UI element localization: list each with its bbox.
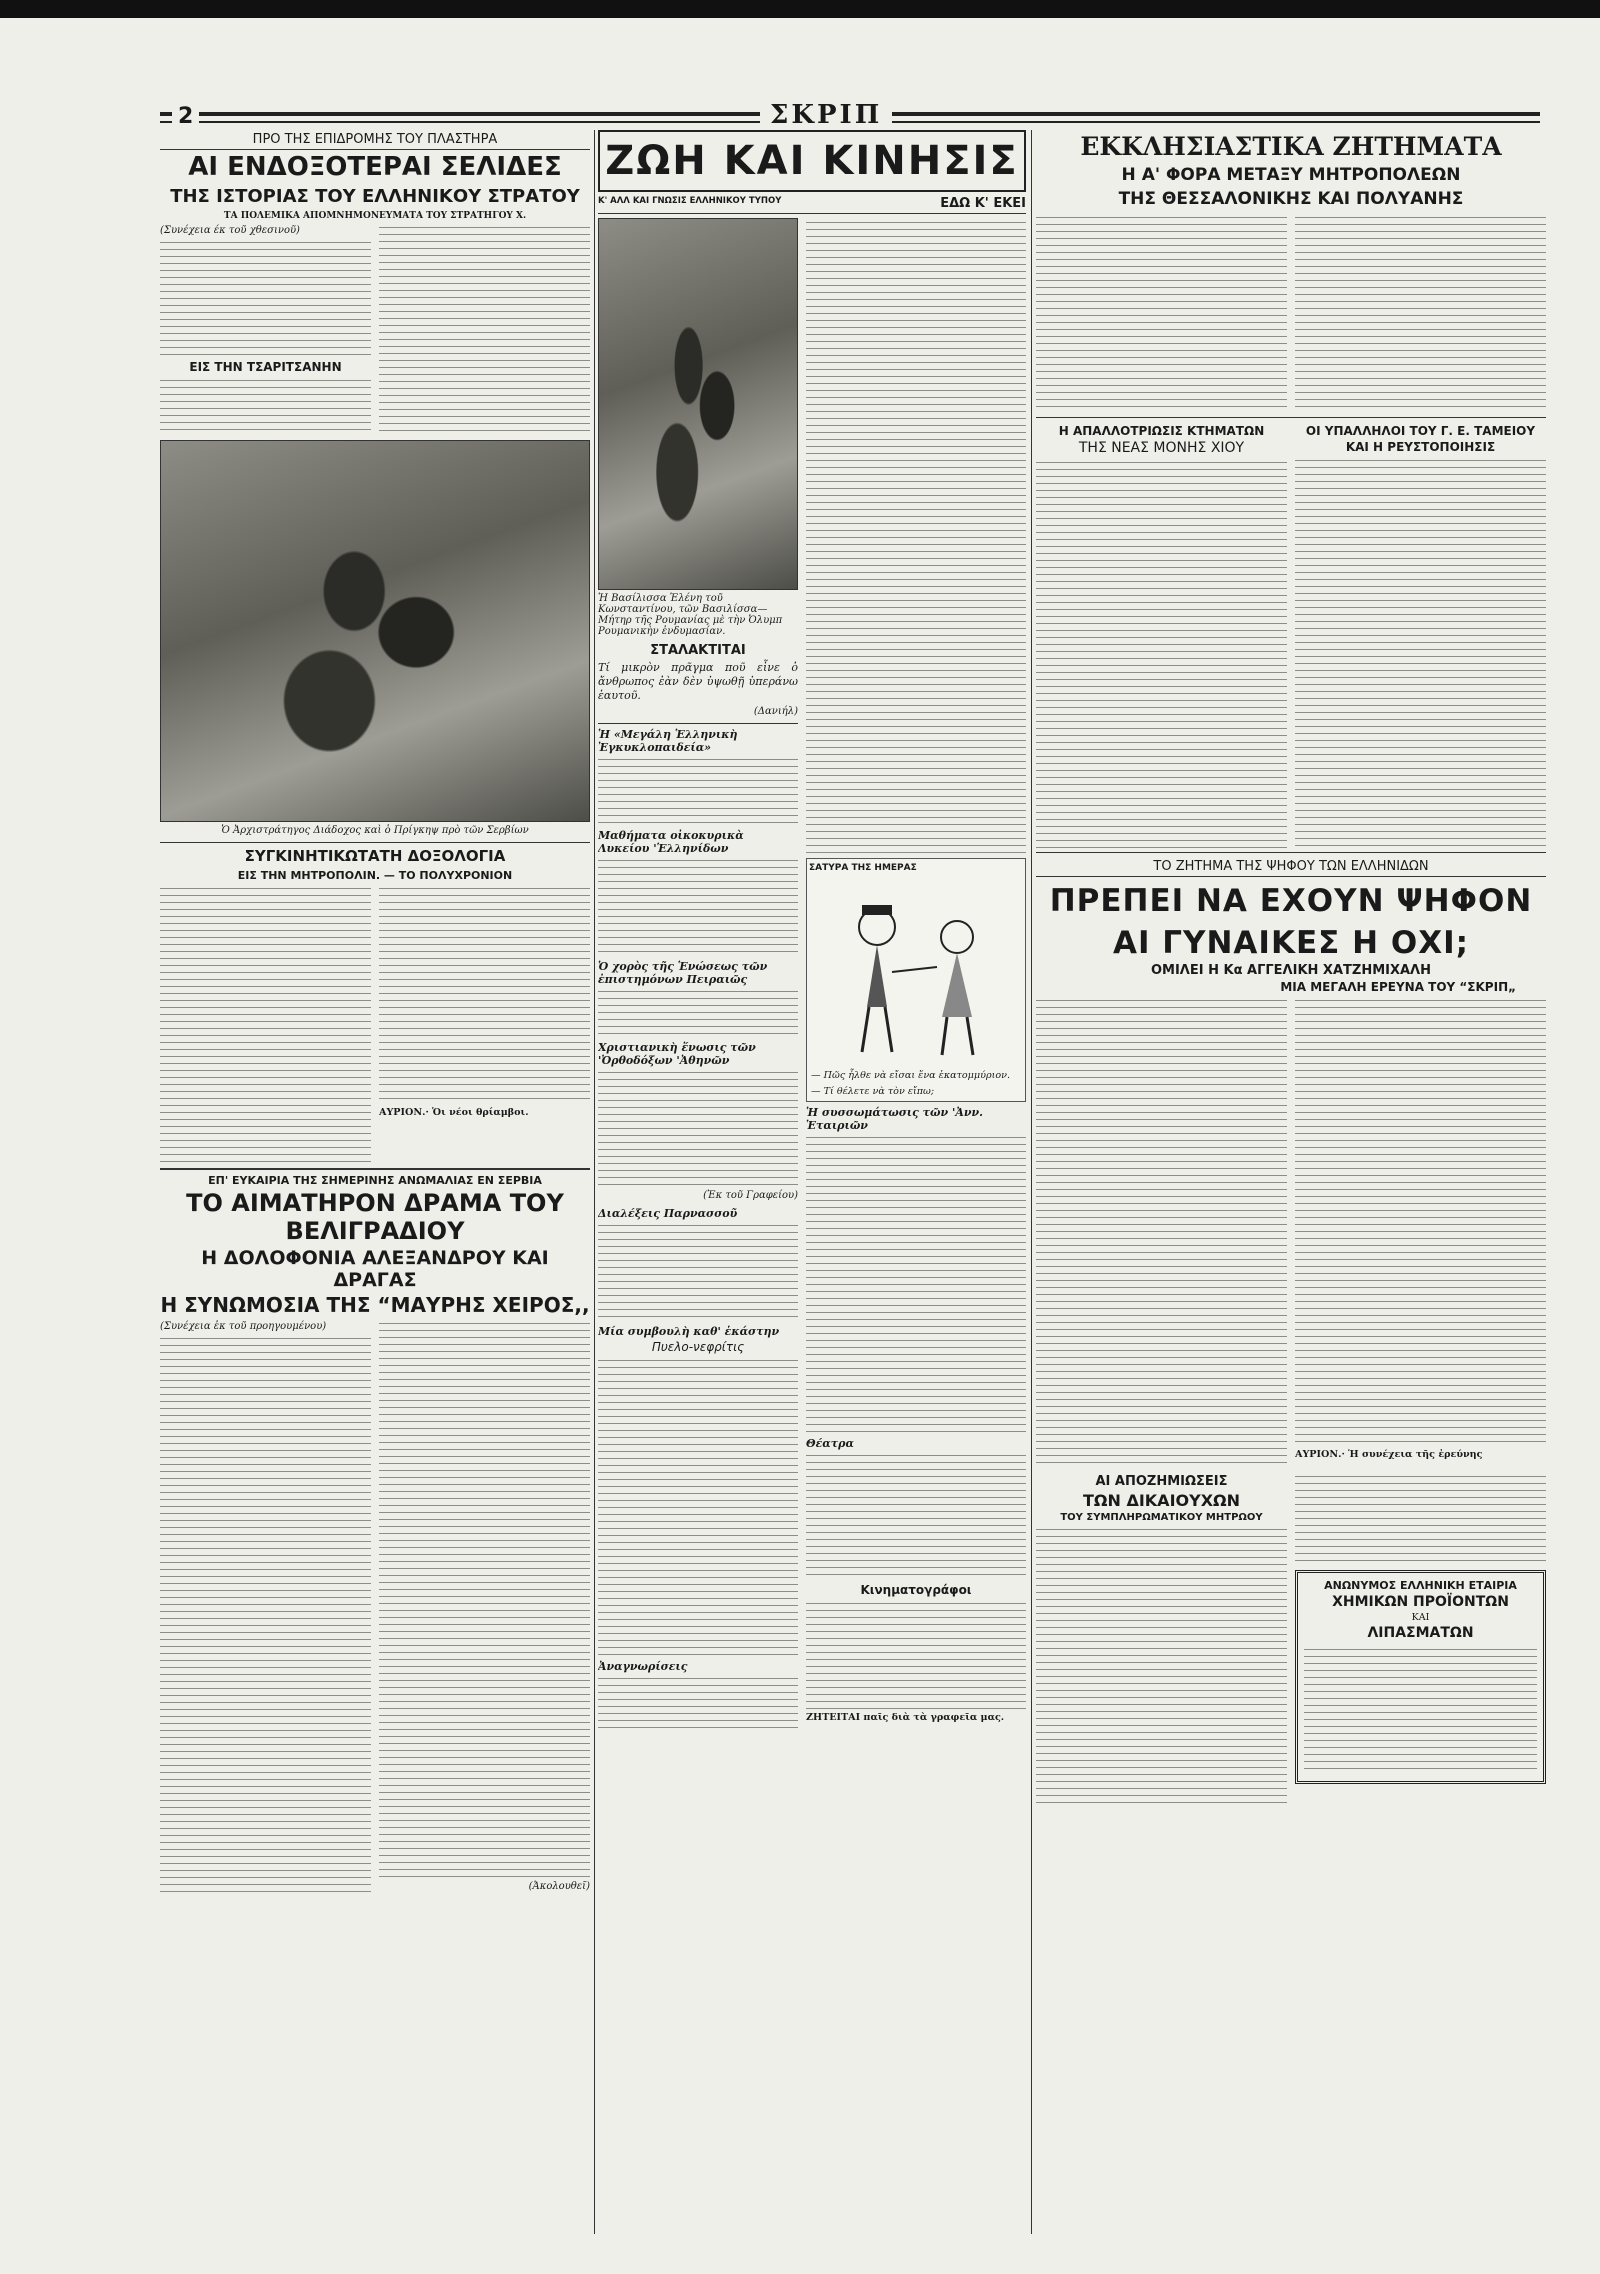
article-body-text xyxy=(1036,996,1287,1466)
section-heading: ΕΙΣ ΤΗΝ ΤΣΑΡΙΤΣΑΝΗΝ xyxy=(189,360,342,374)
divider xyxy=(160,842,590,843)
advertisement xyxy=(1295,1570,1546,1784)
continuation-note: (Συνέχεια έκ τοῦ χθεσινοῦ) xyxy=(160,225,300,236)
article-title-line3: Η ΣΥΝΩΜΟΣΙΑ ΤΗΣ “ΜΑΥΡΗΣ ΧΕΙΡΟΣ,, xyxy=(160,1293,590,1317)
cartoon-drawing xyxy=(807,877,1021,1067)
cartoon-caption: — Πῶς ἦλθε νὰ εἴσαι ἕνα ἑκατομμύριον. xyxy=(811,1070,1011,1081)
article-kicker: ΕΠ' ΕΥΚΑΙΡΙΑ ΤΗΣ ΣΗΜΕΡΙΝΗΣ ΑΝΩΜΑΛΙΑΣ ΕΝ ΣΕΡΒΙΑ xyxy=(208,1174,542,1187)
column-rule xyxy=(1031,130,1032,2234)
page-number: 2 xyxy=(172,104,199,129)
newspaper-name: ΣΚΡΙΠ xyxy=(760,100,892,130)
article-body-text xyxy=(160,884,371,1164)
article-body-text xyxy=(598,987,798,1037)
section-heading: Θέατρα xyxy=(806,1437,854,1451)
article-body-text xyxy=(806,218,1026,858)
portrait-photo xyxy=(598,218,798,590)
divider xyxy=(1036,417,1546,418)
article-body-text xyxy=(598,755,798,825)
article-title-line2: ΤΩΝ ΔΙΚΑΙΟΥΧΩΝ xyxy=(1082,1491,1241,1510)
section-heading: Διαλέξεις Παρνασσοῦ xyxy=(598,1207,738,1220)
article-subtitle: ΜΙΑ ΜΕΓΑΛΗ ΕΡΕΥΝΑ ΤΟΥ “ΣΚΡΙΠ„ xyxy=(1280,980,1516,994)
section-heading: Χριστιανικὴ ἕνωσις τῶν 'Ὀρθοδόξων 'Ἀθηνῶν xyxy=(598,1041,756,1067)
section-subtitle: ΕΔΩ Κ' ΕΚΕΙ xyxy=(940,196,1026,211)
article-subtitle: ΕΙΣ ΤΗΝ ΜΗΤΡΟΠΟΛΙΝ. — ΤΟ ΠΟΛΥΧΡΟΝΙΟΝ xyxy=(237,869,513,882)
ad-product: ΧΗΜΙΚΩΝ ΠΡΟΪΟΝΤΩΝ xyxy=(1332,1594,1509,1610)
section-heading: Μαθήματα οἰκοκυρικὰ Λυκείου 'Ἑλληνίδων xyxy=(598,829,744,855)
scan-top-border xyxy=(0,0,1600,18)
article-body-text xyxy=(598,856,798,956)
article-title: ΠΡΕΠΕΙ ΝΑ ΕΧΟΥΝ ΨΗΦΟΝ xyxy=(1049,883,1533,919)
article-body-text xyxy=(160,376,371,436)
article-body-text xyxy=(1295,996,1546,1446)
classified-ad: ΖΗΤΕΙΤΑΙ παῖς διὰ τὰ γραφεῖα μας. xyxy=(806,1712,1005,1724)
article-body-text xyxy=(598,1221,798,1321)
cartoon xyxy=(806,858,1026,1102)
photo-caption: Ἡ Βασίλισσα Ἑλένη τοῦ Κωνσταντίνου, τῶν Βασιλίσσα—Μήτηρ τῆς Ρουμανίας μὲ τὴν Ὀλυμπ Ρουμανικὴν ἐνδυμασίαν. xyxy=(598,593,783,637)
article-body-text xyxy=(598,1356,798,1656)
article-sign: (Ἀκολουθεῖ) xyxy=(528,1881,590,1892)
article-title: ΑΙ ΑΠΟΖΗΜΙΩΣΕΙΣ xyxy=(1095,1474,1228,1489)
article-subtitle: ΚΑΙ Η ΡΕΥΣΤΟΠΟΙΗΣΙΣ xyxy=(1345,440,1496,454)
article-title-line2: Η Α' ΦΟΡΑ ΜΕΤΑΞΥ ΜΗΤΡΟΠΟΛΕΩΝ xyxy=(1121,165,1461,185)
column-rule xyxy=(594,130,595,2234)
article-kicker: ΤΟ ΖΗΤΗΜΑ ΤΗΣ ΨΗΦΟΥ ΤΩΝ ΕΛΛΗΝΙΔΩΝ xyxy=(1036,857,1546,877)
section-heading: Ὁ χορὸς τῆς Ἑνώσεως τῶν ἐπιστημόνων Πειραιῶς xyxy=(598,960,768,986)
section-heading: ΣΤΑΛΑΚΤΙΤΑΙ xyxy=(650,643,746,658)
article-title: ΑΙ ΕΝΔΟΞΟΤΕΡΑΙ ΣΕΛΙΔΕΣ xyxy=(188,152,562,182)
article-body-text xyxy=(1295,1472,1546,1562)
ad-product: ΛΙΠΑΣΜΑΤΩΝ xyxy=(1367,1625,1474,1641)
article-subtitle: ΤΑ ΠΟΛΕΜΙΚΑ ΑΠΟΜΝΗΜΟΝΕΥΜΑΤΑ ΤΟΥ ΣΤΡΑΤΗΓΟΥ Χ. xyxy=(223,211,527,221)
article-title-line3: ΤΟΥ ΣΥΜΠΛΗΡΩΜΑΤΙΚΟΥ ΜΗΤΡΩΟΥ xyxy=(1060,1512,1263,1523)
section-heading: Μία συμβουλὴ καθ' ἑκάστην xyxy=(598,1325,780,1338)
news-photo xyxy=(160,440,590,822)
article-title: ΣΥΓΚΙΝΗΤΙΚΩΤΑΤΗ ΔΟΞΟΛΟΓΙΑ xyxy=(244,847,506,865)
photo-caption: Ὁ Ἀρχιστράτηγος Διάδοχος καὶ ὁ Πρίγκηψ πρὸ τῶν Σερβίων xyxy=(221,825,529,836)
article-byline: ΟΜΙΛΕΙ Η Κα ΑΓΓΕΛΙΚΗ ΧΑΤΖΗΜΙΧΑΛΗ xyxy=(1150,963,1431,978)
theatre-listings xyxy=(806,1451,1026,1581)
article-body-text xyxy=(1295,213,1546,413)
article-sign: ΑΥΡΙΟΝ.· Ὁι νέοι θρίαμβοι. xyxy=(379,1107,529,1118)
ad-conjunction: ΚΑΙ xyxy=(1411,1612,1430,1623)
section-masthead: ΖΩΗ ΚΑΙ ΚΙΝΗΣΙΣ xyxy=(598,130,1026,192)
cartoon-title: ΣΑΤΥΡΑ ΤΗΣ ΗΜΕΡΑΣ xyxy=(809,863,917,873)
article-title-line3: ΤΗΣ ΘΕΣΣΑΛΟΝΙΚΗΣ ΚΑΙ ΠΟΛΥΑΝΗΣ xyxy=(1118,189,1464,209)
article-body-text xyxy=(598,1068,798,1188)
column-left xyxy=(160,130,590,2234)
quote-text: Τί μικρὸν πρᾶγμα ποῦ εἶνε ὁ ἄνθρωπος ἐὰν δὲν ὑψωθῇ ὑπεράνω ἑαυτοῦ. xyxy=(598,661,798,702)
section-subtitle: Κ' ΑΛΛ ΚΑΙ ΓΝΩΣΙΣ ΕΛΛΗΝΙΚΟΥ ΤΥΠΟΥ xyxy=(598,196,782,206)
ad-body-text xyxy=(1304,1645,1537,1775)
continuation-note: (Συνέχεια ἐκ τοῦ προηγουμένου) xyxy=(160,1321,327,1332)
article-title-line2: Η ΔΟΛΟΦΟΝΙΑ ΑΛΕΞΑΝΔΡΟΥ ΚΑΙ ΔΡΑΓΑΣ xyxy=(201,1247,549,1291)
article-title: Η ΑΠΑΛΛΟΤΡΙΩΣΙΣ ΚΤΗΜΑΤΩΝ xyxy=(1058,424,1265,438)
column-right xyxy=(1036,130,1546,2234)
article-title-line2: ΑΙ ΓΥΝΑΙΚΕΣ Η ΟΧΙ; xyxy=(1112,925,1470,961)
quote-signature: (Δανιήλ) xyxy=(753,706,798,717)
divider xyxy=(598,723,798,724)
section-heading: Ἡ «Μεγάλη Ἑλληνικὴ Ἐγκυκλοπαιδεία» xyxy=(598,728,738,754)
section-heading: Ἀναγνωρίσεις xyxy=(598,1660,688,1673)
article-kicker: ΠΡΟ ΤΗΣ ΕΠΙΔΡΟΜΗΣ ΤΟΥ ΠΛΑΣΤΗΡΑ xyxy=(160,130,590,150)
article-body-text xyxy=(598,1674,798,1734)
article-body-text xyxy=(1036,1525,1287,1805)
article-body-text xyxy=(160,238,371,358)
divider xyxy=(160,1168,590,1170)
ad-company: ΑΝΩΝΥΜΟΣ ΕΛΛΗΝΙΚΗ ΕΤΑΙΡΙΑ xyxy=(1324,1579,1517,1592)
article-body-text xyxy=(379,1319,590,1879)
article-body-text xyxy=(160,1334,371,1894)
article-sign: (Ἐκ τοῦ Γραφείου) xyxy=(703,1190,798,1201)
article-title: ΟΙ ΥΠΑΛΛΗΛΟΙ ΤΟΥ Γ. Ε. ΤΑΜΕΙΟΥ xyxy=(1305,424,1536,438)
article-body-text xyxy=(1036,213,1287,413)
cinema-listings xyxy=(806,1599,1026,1709)
article-sign: ΑΥΡΙΟΝ.· Ἡ συνέχεια τῆς ἐρεύνης xyxy=(1295,1449,1483,1460)
column-middle xyxy=(598,130,1026,2234)
article-title-line2: ΤΗΣ ΙΣΤΟΡΙΑΣ ΤΟΥ ΕΛΛΗΝΙΚΟΥ ΣΤΡΑΤΟΥ xyxy=(170,186,580,207)
section-heading: Κινηματογράφοι xyxy=(860,1583,972,1598)
article-subtitle: ΤΗΣ ΝΕΑΣ ΜΟΝΗΣ ΧΙΟΥ xyxy=(1078,440,1245,456)
article-title: ΕΚΚΛΗΣΙΑΣΤΙΚΑ ΖΗΤΗΜΑΤΑ xyxy=(1080,132,1502,161)
article-body-text xyxy=(806,1133,1026,1433)
section-heading: Ἡ συσσωμάτωσις τῶν 'Ἀνν. Ἑταιριῶν xyxy=(806,1106,983,1133)
divider xyxy=(1036,852,1546,853)
article-body-text xyxy=(379,223,590,433)
article-body-text xyxy=(1036,458,1287,848)
article-body-text xyxy=(1295,456,1546,846)
cartoon-caption: — Τί θέλετε νὰ τὸν εἴπω; xyxy=(811,1085,935,1097)
section-subheading: Πυελο-νεφρίτις xyxy=(651,1340,745,1354)
article-body-text xyxy=(379,884,590,1104)
article-title: ΤΟ ΑΙΜΑΤΗΡΟΝ ΔΡΑΜΑ ΤΟΥ ΒΕΛΙΓΡΑΔΙΟΥ xyxy=(186,1189,564,1245)
